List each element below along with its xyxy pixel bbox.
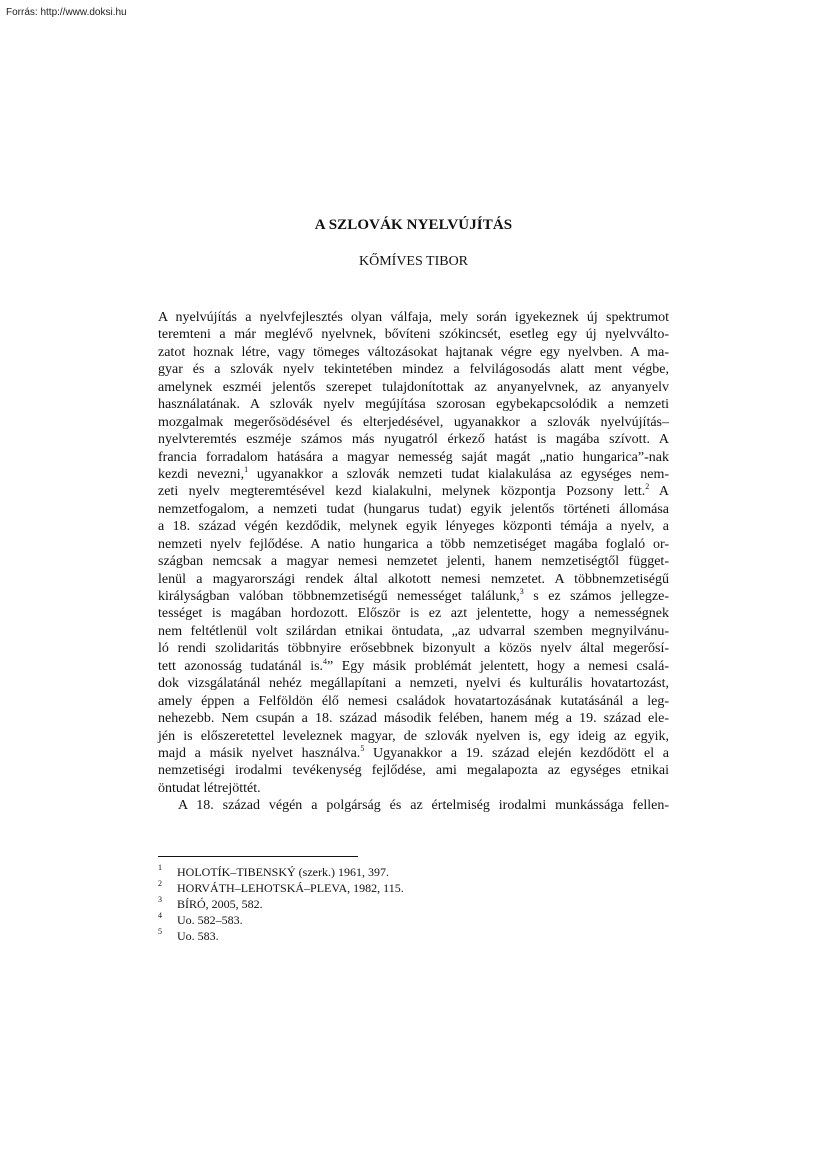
- footnote-number: 2: [158, 879, 162, 888]
- footnote-number: 4: [158, 911, 162, 920]
- body-line: [158, 675, 669, 692]
- body-line: [158, 762, 669, 779]
- source-url: Forrás: http://www.doksi.hu: [6, 7, 127, 18]
- footnote-marker[interactable]: 4: [323, 656, 328, 666]
- footnote-marker[interactable]: 2: [645, 482, 650, 492]
- footnote-item: [158, 864, 404, 880]
- body-text-segment: szágban nemcsak a magyar nemesi nemzetet jelenti, hanem nemzetiségtől függet-: [158, 554, 669, 570]
- body-text-segment: Ugyanakkor a 19. század elején kezdődött el a: [364, 745, 669, 761]
- body-text-segment: kezdi nevezni,: [158, 466, 245, 482]
- body-text-segment: s ez számos jellegze-: [523, 589, 669, 604]
- body-text-segment: nemzetfogalom, a nemzeti tudat (hungarus tudat) egyik jelentős történeti állomása: [158, 501, 669, 517]
- body-text-segment: nemzetiségi irodalmi tevékenység fejlődése, ami megalapozta az egységes etnikai: [158, 763, 669, 779]
- body-text-segment: nyelvteremtés eszméje számos más nyugatról érkező hatást is magába szívott. A: [158, 432, 669, 448]
- body-text-segment: A nyelvújítás a nyelvfejlesztés olyan válfaja, mely során igyekeznek új spektrumot: [158, 310, 669, 325]
- body-line: [158, 640, 669, 657]
- article-title: A SZLOVÁK NYELVÚJÍTÁS: [314, 217, 513, 233]
- body-text-segment: királyságban valóban többnemzetiségű nemességet találunk,: [158, 589, 520, 604]
- body-text-segment: zatot hoznak létre, vagy tömeges változásokat hajtanak végre egy nyelvben. A ma-: [158, 344, 669, 360]
- body-line: [158, 797, 669, 814]
- footnote-number: 3: [158, 895, 162, 904]
- footnote-item: [158, 928, 404, 944]
- body-line: [158, 361, 669, 378]
- body-line: [158, 745, 669, 762]
- body-text-segment: ló rendi szolidaritás többnyire erősebbnek bizonyult a közös nyelv által megerősí-: [158, 641, 669, 657]
- body-line: [158, 344, 669, 361]
- body-text-segment: tességet is magában hordozott. Először is ez azt jelentette, hogy a nemességnek: [158, 606, 669, 622]
- footnote-item: [158, 912, 404, 928]
- body-line: [158, 449, 669, 466]
- article-author: KŐMÍVES TIBOR: [358, 254, 469, 269]
- footnote-number: 1: [158, 863, 162, 872]
- body-line: [158, 605, 669, 622]
- body-line: [158, 571, 669, 588]
- body-line: [158, 518, 669, 535]
- body-text-segment: dok vizsgálatánál nehéz megállapítani a nemzeti, nyelvi és kulturális hovatartozást,: [158, 676, 669, 692]
- body-line: [158, 693, 669, 710]
- body-line: [158, 414, 669, 431]
- body-text-segment: amely éppen a Felföldön élő nemesi családok hovatartozásának kutatásánál a leg-: [158, 693, 669, 709]
- body-line: [158, 309, 669, 326]
- body-text-segment: lenül a magyarországi rendek által alkotott nemesi nemzetet. A többnemzetiségű: [158, 571, 669, 587]
- footnote-text: HORVÁTH–LEHOTSKÁ–PLEVA, 1982, 115.: [177, 881, 404, 895]
- body-line: [158, 728, 669, 745]
- footnote-text: Uo. 583.: [177, 929, 219, 943]
- body-text-segment: francia forradalom hatására a magyar nemesség saját magát „natio hungarica”-nak: [158, 449, 669, 465]
- body-line: [158, 553, 669, 570]
- footnote-item: [158, 880, 404, 896]
- body-line: [158, 588, 669, 605]
- body-text-segment: a 18. század végén kezdődik, melynek egyik lényeges központi témája a nyelv, a: [158, 519, 669, 535]
- body-line: [158, 379, 669, 396]
- footnote-divider: [158, 856, 358, 857]
- body-line: [158, 710, 669, 727]
- body-text-segment: majd a másik nyelvet használva.: [158, 745, 361, 761]
- body-text-segment: gyar és a szlovák nyelv tekintetében mindez a felvilágosodás alatt ment végbe,: [158, 362, 669, 378]
- body-text-segment: nemzeti nyelv fejlődése. A natio hungarica a több nemzetiséget magába foglaló or-: [158, 536, 669, 552]
- body-line: [158, 326, 669, 343]
- body-text-segment: használatának. A szlovák nyelv megújítása szorosan egybekapcsolódik a nemzeti: [158, 397, 669, 413]
- footnote-item: [158, 896, 404, 912]
- body-line: [158, 623, 669, 640]
- body-line: [158, 536, 669, 553]
- body-line: [158, 396, 669, 413]
- body-text: [158, 309, 669, 815]
- footnote-text: Uo. 582–583.: [177, 913, 243, 927]
- body-text-segment: nem feltétlenül volt szilárdan etnikai öntudata, „az udvarral szemben megnyilvánu-: [158, 623, 669, 639]
- footnotes: [158, 864, 404, 944]
- body-text-segment: zeti nyelv megteremtésével kezd kialakulni, melynek központja Pozsony lett.: [158, 484, 646, 500]
- body-line: [158, 466, 669, 483]
- footnote-marker[interactable]: 5: [360, 743, 365, 753]
- body-text-segment: ” Egy másik problémát jelentett, hogy a nemesi csalá-: [327, 658, 669, 674]
- body-line: [158, 431, 669, 448]
- body-text-segment: A 18. század végén a polgárság és az értelmiség irodalmi munkássága fellen-: [178, 798, 669, 814]
- footnote-text: BÍRÓ, 2005, 582.: [177, 897, 263, 911]
- body-text-segment: tett azonosság tudatánál is.: [158, 658, 324, 674]
- body-text-segment: A: [649, 484, 670, 500]
- footnote-text: HOLOTÍK–TIBENSKÝ (szerk.) 1961, 397.: [177, 865, 389, 879]
- body-text-segment: nehezebb. Nem csupán a 18. század második felében, hanem még a 19. század ele-: [158, 711, 669, 727]
- body-text-segment: mozgalmak megerősödésével és elterjedésével, ugyanakkor a szlovák nyelvújítás–: [158, 414, 669, 430]
- footnote-marker[interactable]: 3: [519, 587, 524, 596]
- body-line: [158, 501, 669, 518]
- body-text-segment: ugyanakkor a szlovák nemzeti tudat kialakulása az egységes nem-: [248, 466, 669, 482]
- body-line: [158, 780, 669, 797]
- footnote-marker[interactable]: 1: [244, 464, 249, 474]
- body-text-segment: teremteni a már meglévő nyelvnek, bővíteni szókincsét, esetleg egy új nyelvválto-: [158, 327, 669, 343]
- body-text-segment: amelynek eszméi jelentős szerepet tulajdonítottak az anyanyelvnek, az anyanyelv: [158, 379, 669, 395]
- body-line: [158, 483, 669, 500]
- footnote-number: 5: [158, 927, 162, 936]
- body-line: [158, 658, 669, 675]
- body-text-segment: jén is előszeretettel leveleznek magyar, de szlovák nyelven is, egy ideig az egyik,: [158, 728, 669, 744]
- body-text-segment: öntudat létrejöttét.: [158, 780, 261, 796]
